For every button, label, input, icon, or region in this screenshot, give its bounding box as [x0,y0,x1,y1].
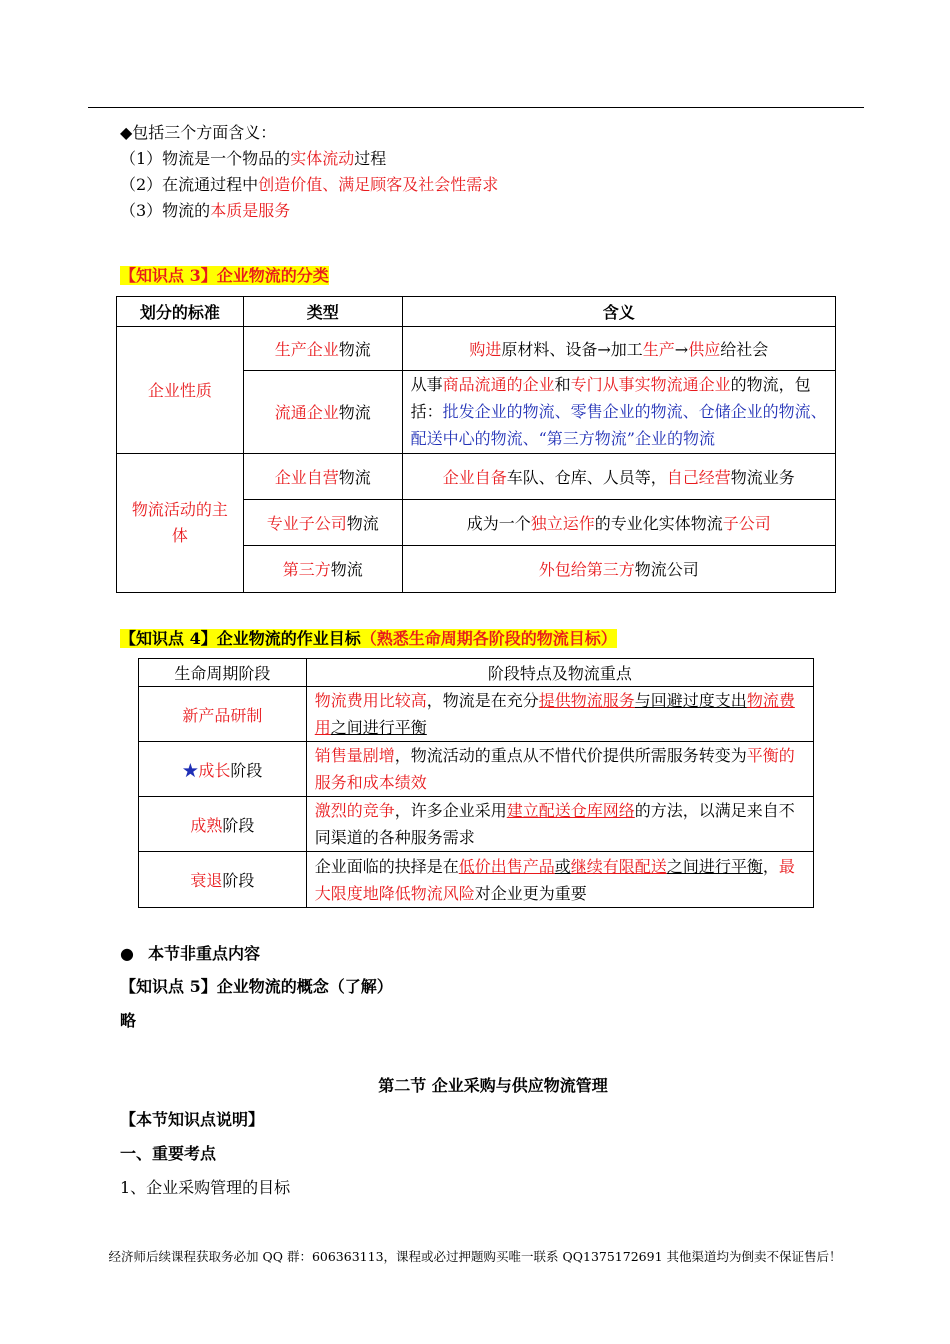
kp3-type-circulation: 流通企业物流 [243,371,402,453]
kp3-meaning-thirdparty: 外包给第三方物流公司 [402,545,835,592]
kp4-feature-mature: 激烈的竞争，许多企业采用建立配送仓库网络的方法，以满足来自不同渠道的各种服务需求 [306,797,813,852]
kp3-type-self: 企业自营物流 [243,453,402,499]
footer-note: 经济师后续课程获取务必加 QQ 群：606363113，课程或必过押题购买唯一联系 QQ1375172691 其他渠道均为倒卖不保证售后！ [108,1249,842,1264]
kp3-group-subject: 物流活动的主体 [117,453,244,593]
kp4-stage-growth: ★成长阶段 [139,742,307,797]
kp4-feature-decline: 企业面临的抉择是在低价出售产品或继续有限配送之间进行平衡，最大限度地降低物流风险对企业更为重要 [306,852,813,908]
omit-text: 略 [120,1011,137,1030]
intro-item-1: （1）物流是一个物品的实体流动过程 [120,149,387,168]
kp3-meaning-subsidiary: 成为一个独立运作的专业化实体物流子公司 [402,499,835,545]
kp3-meaning-circulation: 从事商品流通的企业和专门从事实物流通企业的物流，包括：批发企业的物流、零售企业的物流、仓储企业的物流、配送中心的物流、“第三方物流”企业的物流 [402,371,835,453]
kp4-stage-mature: 成熟阶段 [139,797,307,852]
kp4-stage-new: 新产品研制 [139,687,307,742]
intro-item-3: （3）物流的本质是服务 [120,201,291,220]
header-rule [88,107,864,108]
kp3-header-standard: 划分的标准 [117,297,244,327]
kp3-type-thirdparty: 第三方物流 [243,545,402,592]
kp3-meaning-self: 企业自备车队、仓库、人员等，自己经营物流业务 [402,453,835,499]
nonkey-heading: ● 本节非重点内容 [120,944,260,963]
section2-title: 第二节 企业采购与供应物流管理 [378,1076,608,1095]
kp4-feature-growth: 销售量剧增，物流活动的重点从不惜代价提供所需服务转变为平衡的服务和成本绩效 [306,742,813,797]
kp3-title: 【知识点 3】企业物流的分类 [120,266,329,285]
star-icon: ★ [182,760,199,780]
kp3-meaning-production: 购进原材料、设备→加工生产→供应给社会 [402,327,835,371]
section2-desc: 【本节知识点说明】 [120,1110,265,1129]
section2-key: 一、重要考点 [120,1144,217,1163]
kp4-title: 【知识点 4】企业物流的作业目标（熟悉生命周期各阶段的物流目标） [120,629,617,648]
kp4-stage-decline: 衰退阶段 [139,852,307,908]
kp4-header-stage: 生命周期阶段 [139,659,307,687]
kp4-table [138,658,814,908]
kp3-group-enterprise: 企业性质 [117,327,244,453]
kp3-header-meaning: 含义 [402,297,835,327]
kp3-header-type: 类型 [243,297,402,327]
kp3-table [116,296,836,593]
intro-heading: ◆包括三个方面含义： [120,123,277,142]
kp3-type-production: 生产企业物流 [243,327,402,371]
intro-item-2: （2）在流通过程中创造价值、满足顾客及社会性需求 [120,175,499,194]
kp4-header-feature: 阶段特点及物流重点 [306,659,813,687]
kp4-feature-new: 物流费用比较高，物流是在充分提供物流服务与回避过度支出物流费用之间进行平衡 [306,687,813,742]
kp5-title: 【知识点 5】企业物流的概念（了解） [120,977,393,996]
bullet-icon: ● [120,944,134,963]
section2-item-1: 1、企业采购管理的目标 [120,1178,291,1197]
kp3-type-subsidiary: 专业子公司物流 [243,499,402,545]
